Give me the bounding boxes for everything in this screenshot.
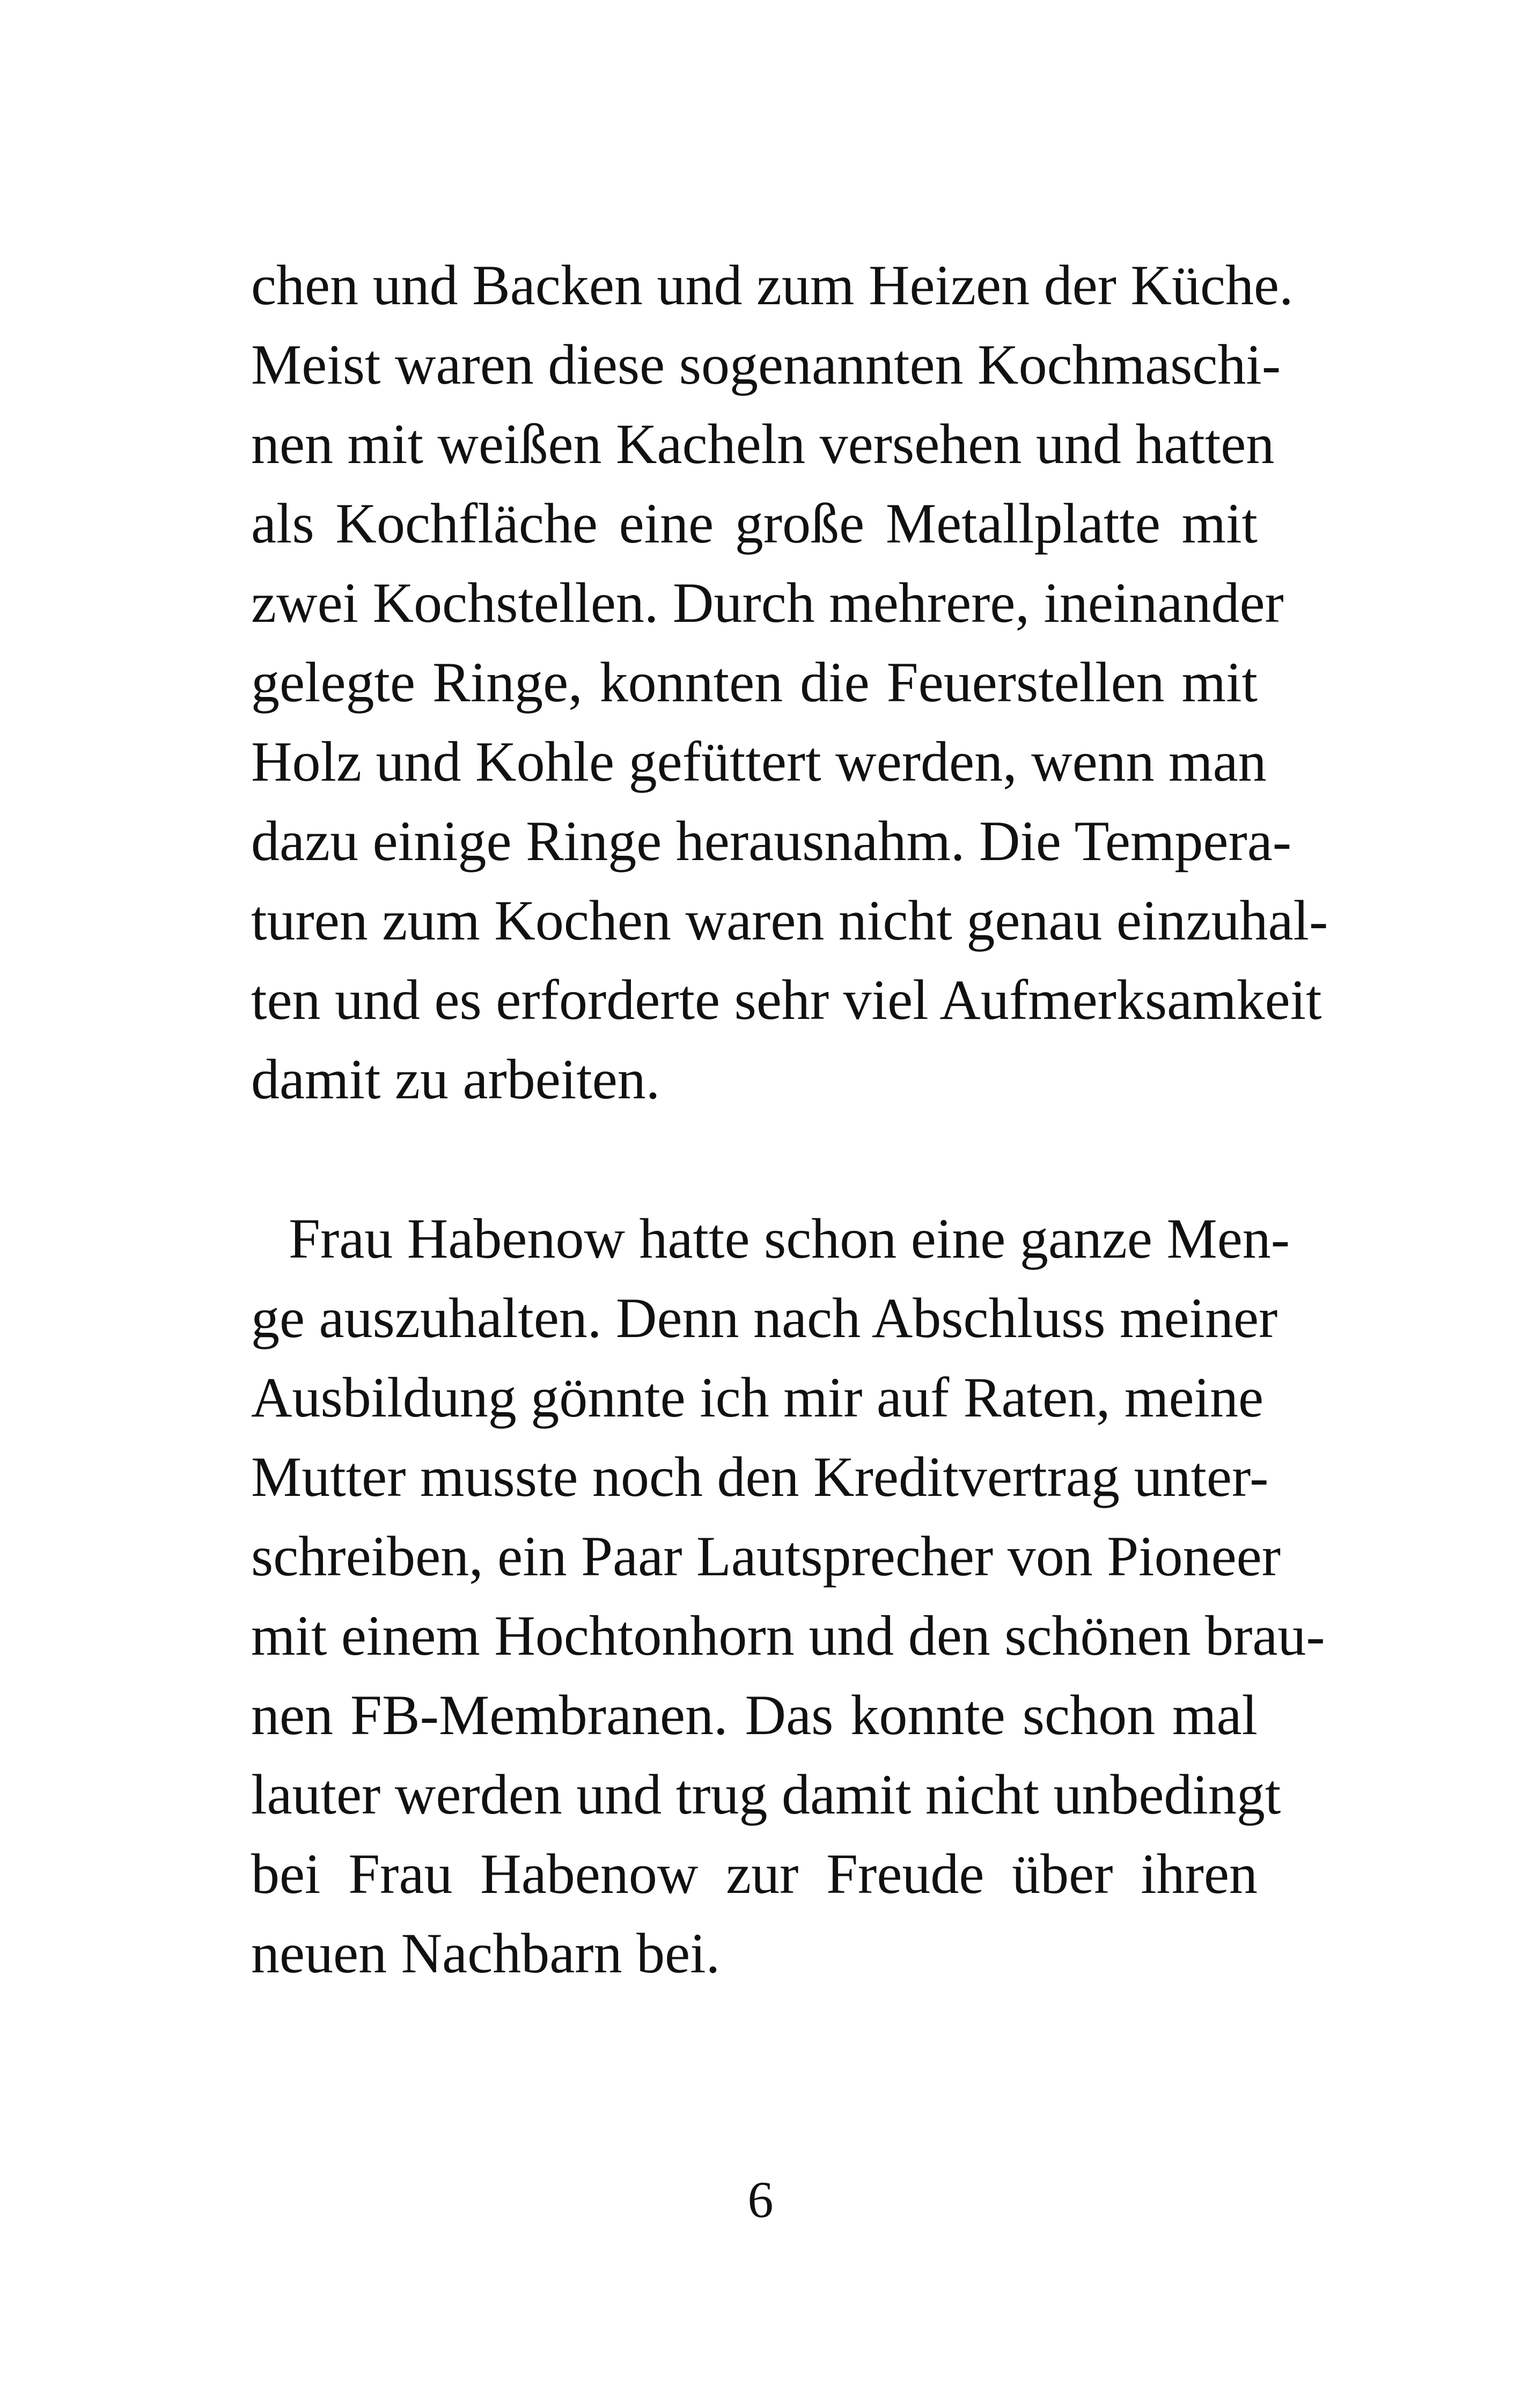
text-line: als Kochfläche eine große Metallplatte mit <box>251 492 1258 555</box>
text-line: ge auszuhalten. Denn nach Abschluss meiner <box>251 1287 1278 1349</box>
paragraph-1 <box>251 246 1328 1119</box>
text-line: ten und es erforderte sehr viel Aufmerksamkeit <box>251 968 1322 1031</box>
text-line: gelegte Ringe, konnten die Feuerstellen mit <box>251 651 1258 714</box>
text-line: mit einem Hochtonhorn und den schönen brau- <box>251 1604 1325 1667</box>
text-line: zwei Kochstellen. Durch mehrere, ineinander <box>251 571 1284 634</box>
page-number: 6 <box>747 2171 774 2228</box>
text-line: Meist waren diese sogenannten Kochmaschi- <box>251 333 1281 396</box>
text-line: dazu einige Ringe herausnahm. Die Tempera- <box>251 810 1292 872</box>
text-line: Frau Habenow hatte schon eine ganze Men- <box>289 1207 1290 1270</box>
text-line: bei Frau Habenow zur Freude über ihren <box>251 1842 1258 1905</box>
text-line: nen FB-Membranen. Das konnte schon mal <box>251 1684 1258 1746</box>
text-line: chen und Backen und zum Heizen der Küche. <box>251 254 1294 317</box>
text-line: turen zum Kochen waren nicht genau einzuhal- <box>251 889 1328 952</box>
text-line: neuen Nachbarn bei. <box>251 1922 721 1985</box>
text-line: Holz und Kohle gefüttert werden, wenn man <box>251 730 1267 793</box>
text-line: lauter werden und trug damit nicht unbedingt <box>251 1763 1281 1826</box>
text-line: nen mit weißen Kacheln versehen und hatten <box>251 413 1275 475</box>
text-line: damit zu arbeiten. <box>251 1048 660 1111</box>
paragraph-2 <box>251 1199 1325 1993</box>
text-line: schreiben, ein Paar Lautsprecher von Pioneer <box>251 1525 1281 1588</box>
text-line: Ausbildung gönnte ich mir auf Raten, meine <box>251 1366 1263 1429</box>
text-line: Mutter musste noch den Kreditvertrag unter- <box>251 1445 1269 1508</box>
